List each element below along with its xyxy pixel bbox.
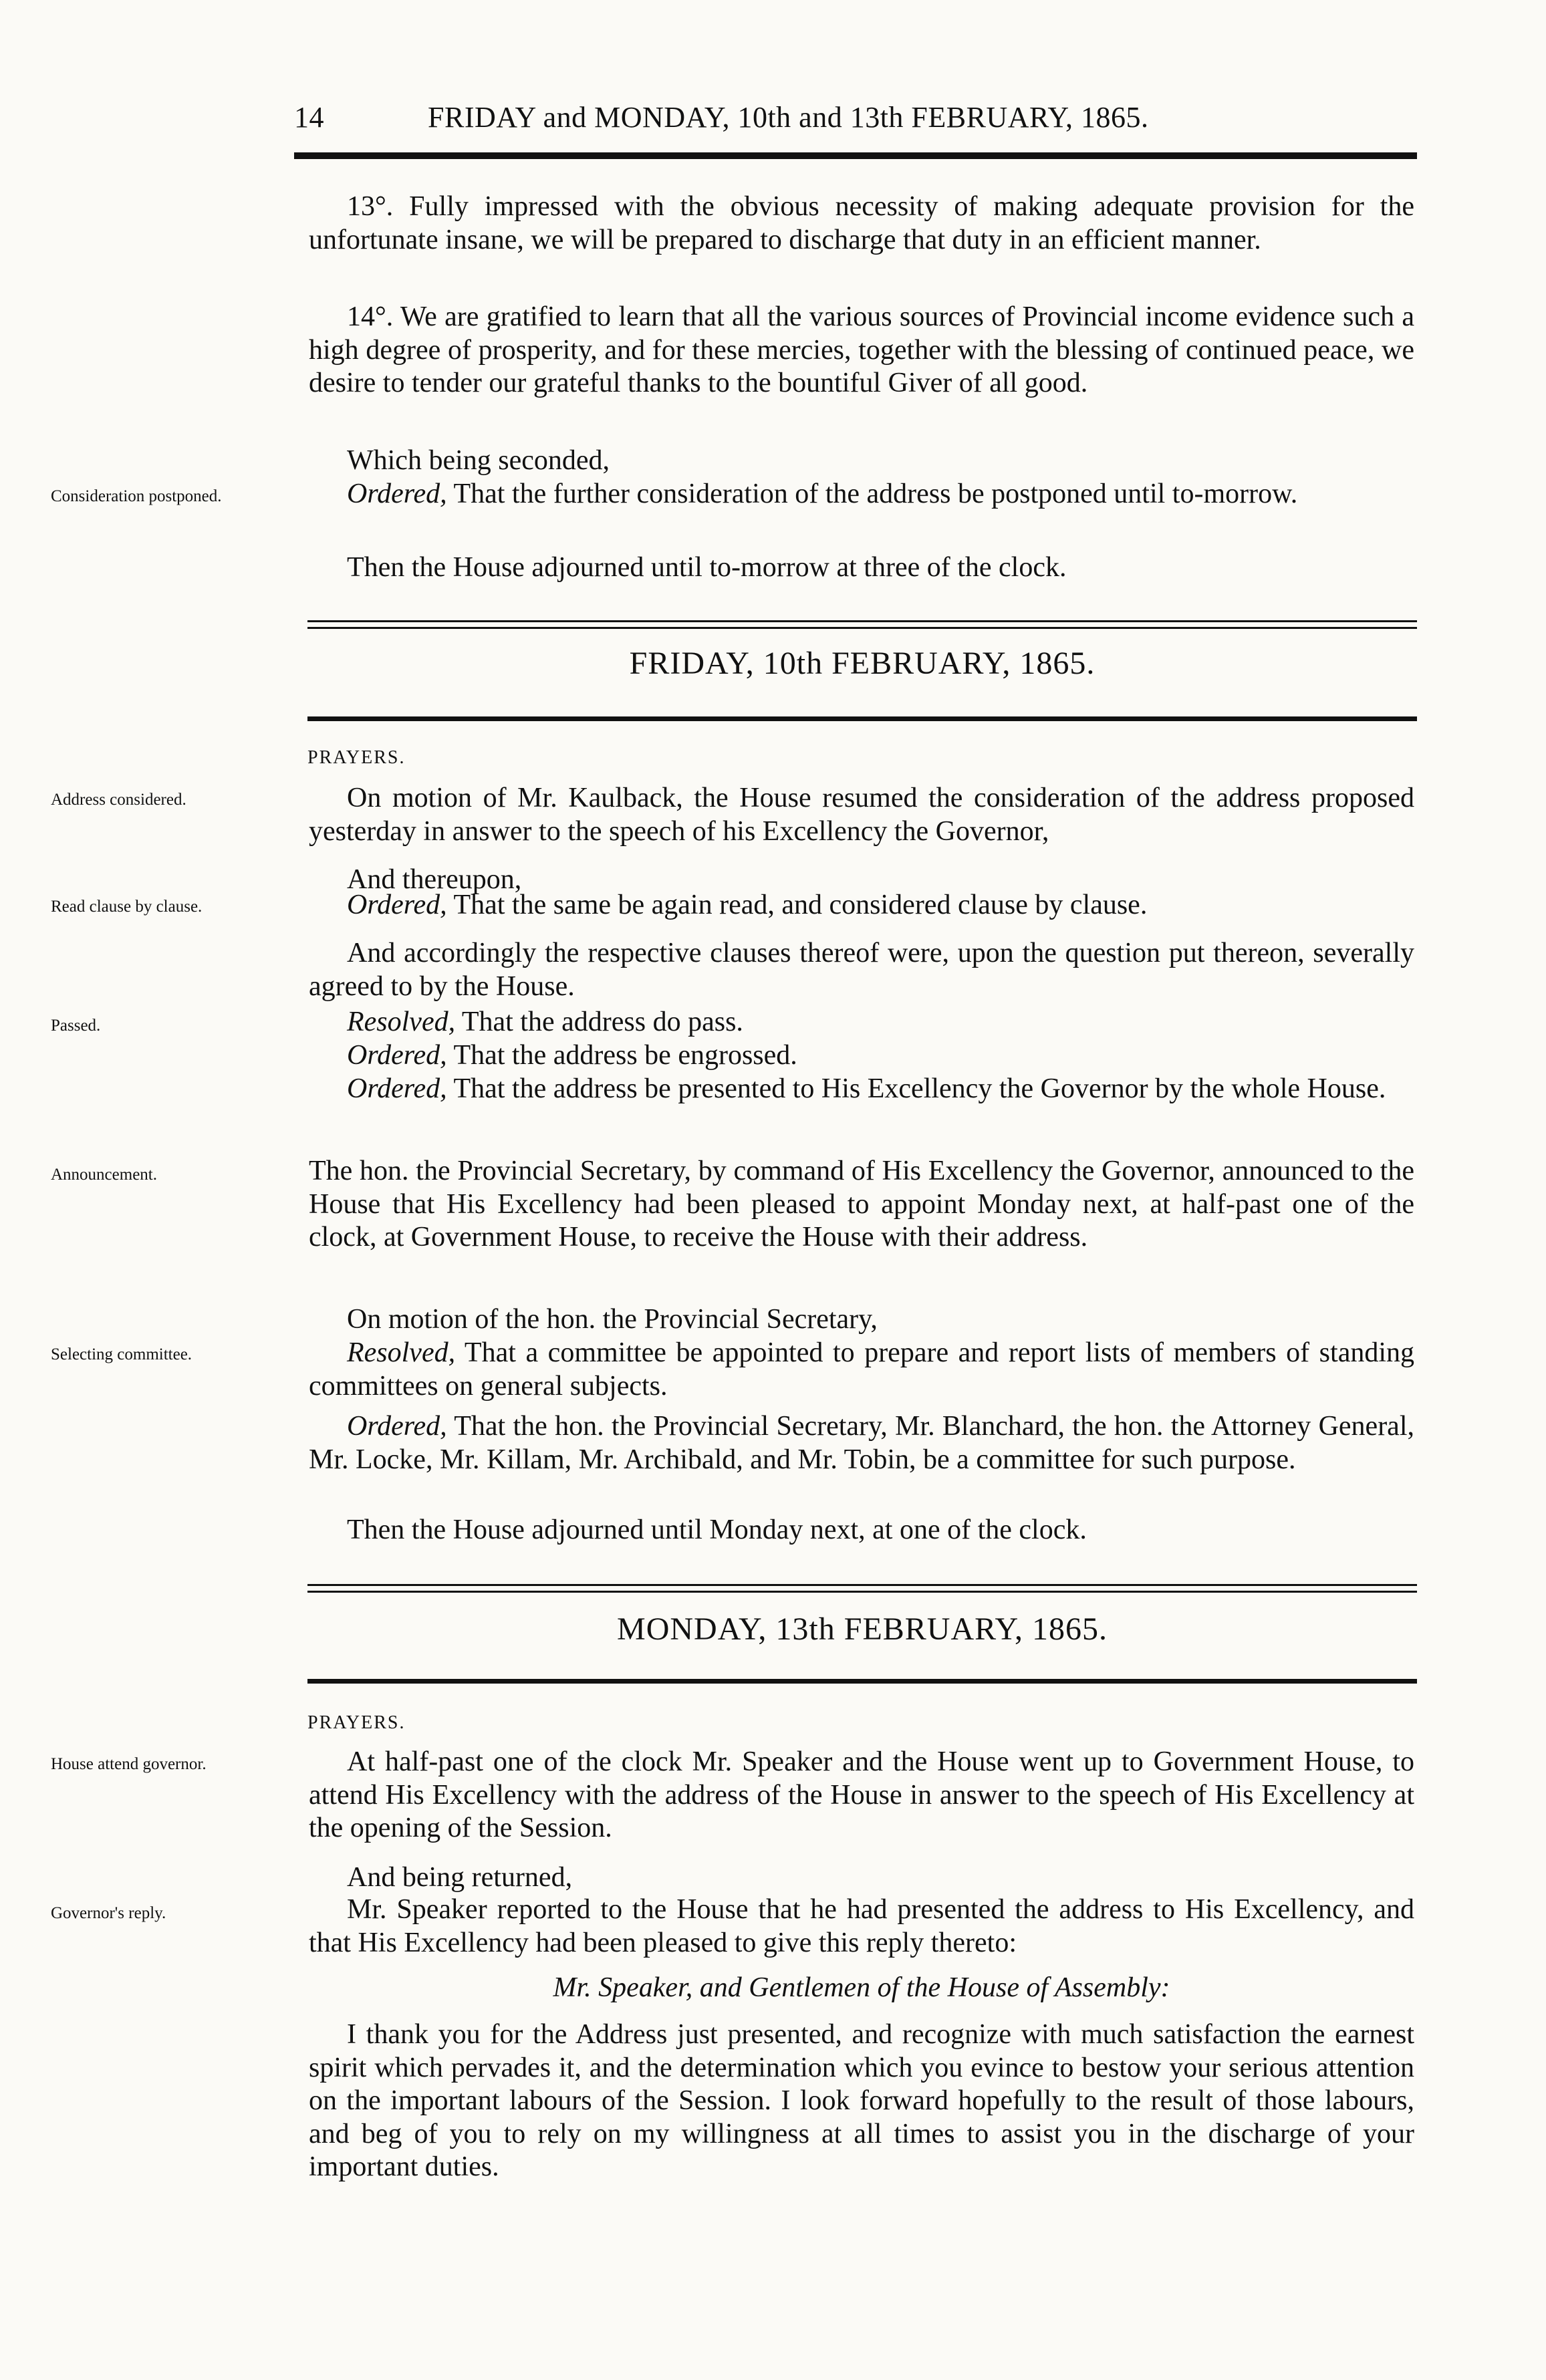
margin-note-house-attend: House attend governor. [51, 1755, 207, 1773]
presented-order [309, 1073, 1414, 1106]
margin-note-read-clause: Read clause by clause. [51, 898, 203, 916]
postponed-order [309, 478, 1414, 511]
friday-heading: FRIDAY, 10th FEBRUARY, 1865. [629, 646, 1096, 681]
motion-provincial-secretary: On motion of the hon. the Provincial Secretary, [347, 1304, 878, 1335]
committee-resolution [309, 1337, 1414, 1403]
page-header [294, 100, 1404, 134]
returned-line: And being returned, [347, 1862, 573, 1893]
friday-prayers: PRAYERS. [307, 747, 406, 768]
order-text: That the further consideration of the address be postponed until to-morrow. [453, 479, 1298, 509]
monday-prayers: PRAYERS. [307, 1712, 406, 1733]
adjourned-line-1: Then the House adjourned until to-morrow at three of the clock. [347, 552, 1067, 583]
margin-note-consideration-postponed: Consideration postponed. [51, 487, 222, 505]
resolved-text: That the address do pass. [461, 1007, 743, 1037]
order-text: That the address be presented to His Excellency the Governor by the whole House. [453, 1073, 1386, 1104]
resolved-text: That a committee be appointed to prepare and report lists of members of standing committees on general subjects. [309, 1337, 1414, 1402]
attend-governor-paragraph: At half-past one of the clock Mr. Speaker and the House went up to Government House, to attend His Excellency with the address of the House in answer to the speech of His Excellency at the opening of the Session. [309, 1746, 1414, 1843]
salutation-text: Mr. Speaker, and Gentlemen of the House of Assembly: [553, 1972, 1170, 2003]
committee-members-order [309, 1410, 1414, 1476]
monday-heading: MONDAY, 13th FEBRUARY, 1865. [617, 1611, 1108, 1647]
order-label: Ordered, [347, 1040, 447, 1071]
governor-reply-text: I thank you for the Address just presented, and recognize with much satisfaction the earnest spirit which pervades it, and the determination which you evince to bestow your serious attention on the important labours of the Session. I look forward hopefully to the result of those labours, and beg of you to rely on my willingness at all times to assist you in the discharge of your important duties. [309, 2019, 1414, 2182]
seconded-line: Which being seconded, [347, 445, 610, 476]
read-order [309, 889, 1414, 922]
margin-note-announcement: Announcement. [51, 1166, 157, 1184]
margin-note-selecting-committee: Selecting committee. [51, 1345, 192, 1363]
clause-14: 14°. We are gratified to learn that all the various sources of Provincial income evidence such a high degree of prosperity, and for these mercies, together with the blessing of continued peace, we desire to tender our grateful thanks to the bountiful Giver of all good. [309, 301, 1414, 398]
section-rule-monday [307, 1584, 1417, 1593]
speaker-reported: Mr. Speaker reported to the House that he had presented the address to His Excellency, and that His Excellency had been pleased to give this reply thereto: [309, 1894, 1414, 1958]
page-title: FRIDAY and MONDAY, 10th and 13th FEBRUARY, 1865. [428, 101, 1149, 134]
order-text: That the same be again read, and considered clause by clause. [453, 890, 1148, 920]
monday-heading-rule [307, 1679, 1417, 1684]
order-label: Ordered, [347, 1073, 447, 1104]
order-text: That the address be engrossed. [453, 1040, 797, 1071]
resolved-label: Resolved, [347, 1007, 456, 1037]
order-text: That the hon. the Provincial Secretary, Mr. Blanchard, the hon. the Attorney General, Mr. Locke, Mr. Killam, Mr. Archibald, and Mr. Tobin, be a committee for such purpose. [309, 1411, 1414, 1475]
clause-13: 13°. Fully impressed with the obvious necessity of making adequate provision for the unfortunate insane, we will be prepared to discharge that duty in an efficient manner. [309, 191, 1414, 255]
resolved-pass [309, 1006, 1414, 1039]
header-rule [294, 152, 1417, 159]
margin-note-governors-reply: Governor's reply. [51, 1904, 166, 1922]
thereupon-line: And thereupon, [347, 864, 522, 895]
clauses-agreed: And accordingly the respective clauses thereof were, upon the question put thereon, severally agreed to by the House. [309, 938, 1414, 1002]
section-rule-friday [307, 620, 1417, 629]
announcement-paragraph: The hon. the Provincial Secretary, by command of His Excellency the Governor, announced to the House that His Excellency had been pleased to appoint Monday next, at half-past one of the clock, at Government House, to receive the House with their address. [309, 1156, 1414, 1252]
order-label: Ordered, [347, 1411, 447, 1442]
margin-note-address-considered: Address considered. [51, 791, 186, 809]
resolved-label: Resolved, [347, 1337, 456, 1368]
page-number: 14 [294, 101, 324, 134]
order-label: Ordered, [347, 479, 447, 509]
order-label: Ordered, [347, 890, 447, 920]
adjourned-line-2: Then the House adjourned until Monday next, at one of the clock. [347, 1514, 1087, 1545]
motion-kaulback: On motion of Mr. Kaulback, the House resumed the consideration of the address proposed yesterday in answer to the speech of his Excellency the Governor, [309, 783, 1414, 847]
reply-salutation [309, 1972, 1414, 2005]
margin-note-passed: Passed. [51, 1017, 101, 1035]
friday-heading-rule [307, 716, 1417, 721]
engrossed-order [309, 1039, 1414, 1073]
